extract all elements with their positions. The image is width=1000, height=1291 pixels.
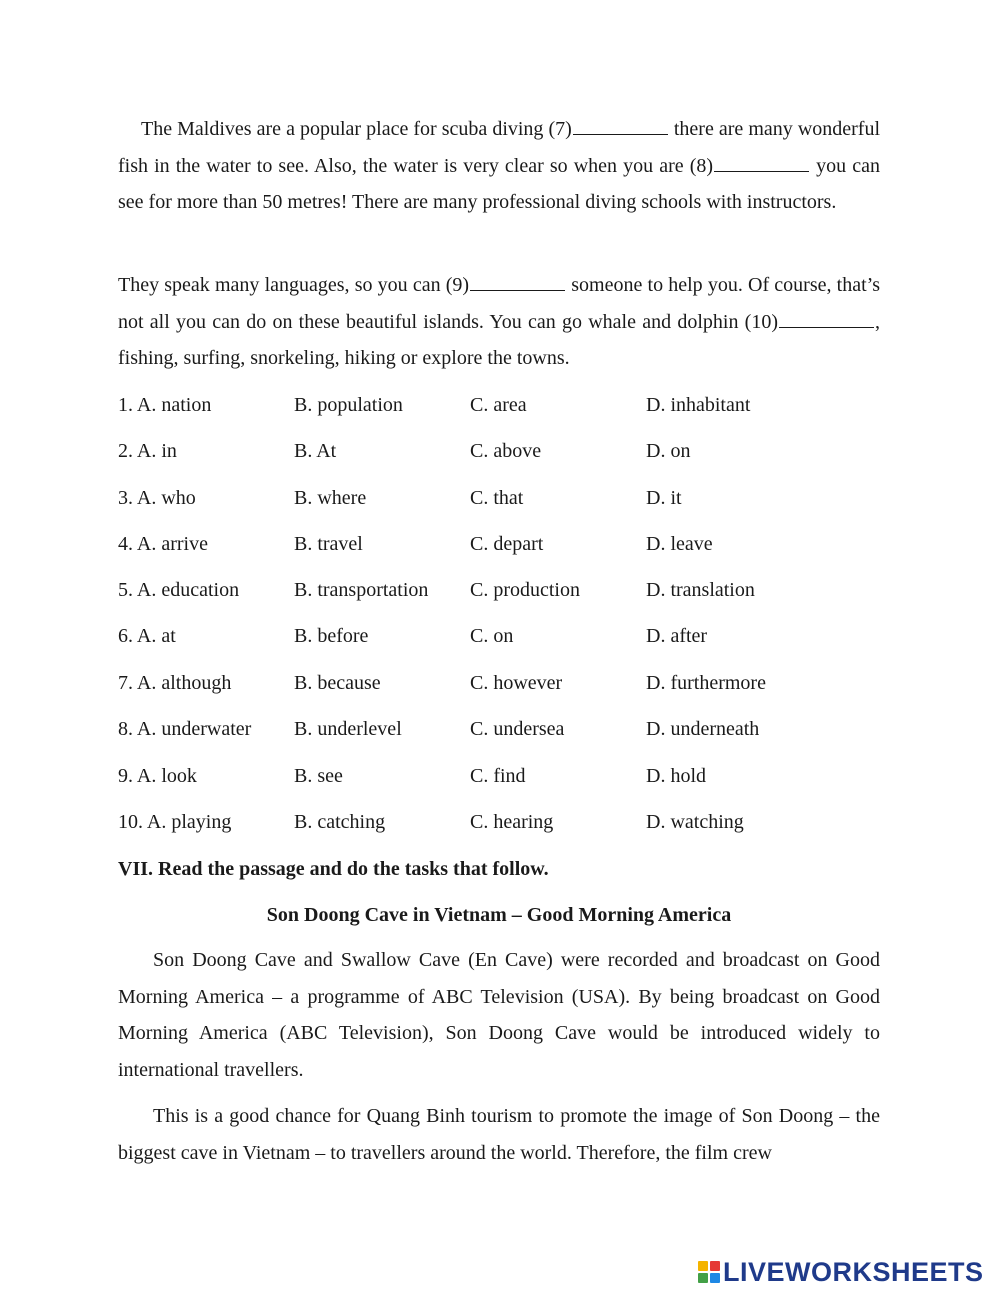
option-c: C. find — [470, 765, 526, 787]
option-a: 9. A. look — [118, 765, 197, 787]
option-a: 6. A. at — [118, 625, 176, 647]
passage-text: They speak many languages, so you can (9) — [118, 274, 470, 296]
option-b: B. before — [294, 625, 369, 647]
option-c: C. that — [470, 487, 524, 509]
option-b: B. underlevel — [294, 718, 402, 740]
passage-text: The Maldives are a popular place for scuba diving (7) — [141, 118, 572, 140]
option-d: D. on — [646, 440, 691, 462]
option-a: 4. A. arrive — [118, 533, 208, 555]
option-a: 2. A. in — [118, 440, 177, 462]
option-a: 1. A. nation — [118, 394, 212, 416]
question-row-6 — [118, 621, 898, 651]
question-row-2 — [118, 436, 898, 466]
section-heading: VII. Read the passage and do the tasks that follow. — [118, 858, 549, 880]
option-a: 8. A. underwater — [118, 718, 252, 740]
passage-paragraph-2 — [118, 267, 880, 377]
passage-paragraph-1 — [118, 111, 880, 221]
option-c: C. area — [470, 394, 527, 416]
liveworksheets-logo — [698, 1254, 984, 1290]
option-a: 7. A. although — [118, 672, 232, 694]
option-d: D. inhabitant — [646, 394, 751, 416]
question-row-5 — [118, 575, 898, 605]
option-c: C. production — [470, 579, 580, 601]
question-row-10 — [118, 807, 898, 837]
option-b: B. transportation — [294, 579, 429, 601]
option-c: C. on — [470, 625, 514, 647]
question-row-1 — [118, 390, 898, 420]
option-a: 10. A. playing — [118, 811, 232, 833]
blank-7 — [573, 118, 668, 135]
option-b: B. travel — [294, 533, 363, 555]
blank-10 — [779, 311, 874, 328]
option-d: D. translation — [646, 579, 755, 601]
question-row-7 — [118, 668, 898, 698]
option-d: D. furthermore — [646, 672, 766, 694]
option-d: D. leave — [646, 533, 713, 555]
passage-text: someone to help you. Of course, that’s not all you can do on these beautiful islands. You can go whale and dolphin (10) — [118, 274, 880, 333]
question-row-8 — [118, 714, 898, 744]
option-b: B. see — [294, 765, 343, 787]
option-d: D. underneath — [646, 718, 760, 740]
option-d: D. after — [646, 625, 708, 647]
option-b: B. catching — [294, 811, 386, 833]
question-row-4 — [118, 529, 898, 559]
blank-9 — [470, 274, 565, 291]
option-b: B. because — [294, 672, 381, 694]
option-d: D. hold — [646, 765, 706, 787]
logo-blocks-icon — [698, 1261, 720, 1283]
passage-text: you can see for more than 50 metres! There are many professional diving schools with instructors. — [118, 154, 880, 213]
option-c: C. however — [470, 672, 563, 694]
logo-block — [710, 1273, 720, 1283]
question-row-3 — [118, 483, 898, 513]
option-c: C. depart — [470, 533, 544, 555]
question-row-9 — [118, 761, 898, 791]
passage-title: Son Doong Cave in Vietnam – Good Morning America — [266, 904, 732, 926]
option-c: C. above — [470, 440, 542, 462]
option-c: C. undersea — [470, 718, 565, 740]
blank-8 — [714, 155, 809, 172]
passage-paragraph-3: Son Doong Cave and Swallow Cave (En Cave) were recorded and broadcast on Good Morning America – a programme of ABC Television (USA). By being broadcast on Good Morning America (ABC Television), Son Doong Cave would be introduced widely to international travellers. — [118, 949, 880, 1081]
option-b: B. population — [294, 394, 403, 416]
passage-text: there are many wonderful fish in the water to see. Also, the water is very clear so when you are (8) — [118, 118, 881, 177]
option-a: 5. A. education — [118, 579, 240, 601]
option-a: 3. A. who — [118, 487, 196, 509]
option-d: D. it — [646, 487, 682, 509]
logo-text: LIVEWORKSHEETS — [723, 1257, 984, 1287]
logo-block — [698, 1261, 708, 1271]
passage-text: , fishing, surfing, snorkeling, hiking or explore the towns. — [118, 310, 880, 369]
option-c: C. hearing — [470, 811, 554, 833]
logo-block — [710, 1261, 720, 1271]
option-d: D. watching — [646, 811, 744, 833]
option-b: B. At — [294, 440, 337, 462]
option-b: B. where — [294, 487, 367, 509]
logo-block — [698, 1273, 708, 1283]
passage-paragraph-4: This is a good chance for Quang Binh tourism to promote the image of Son Doong – the biggest cave in Vietnam – to travellers around the world. Therefore, the film crew — [118, 1105, 880, 1164]
